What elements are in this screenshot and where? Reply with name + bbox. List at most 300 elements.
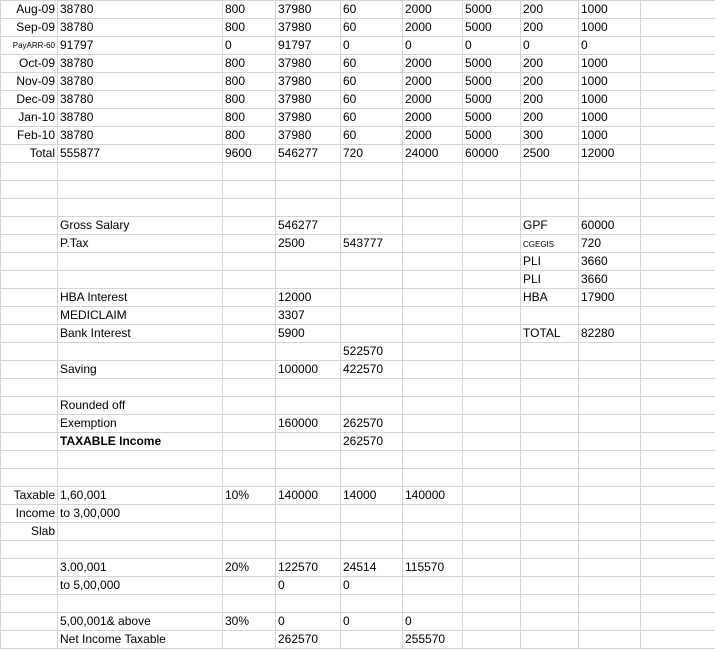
cell-empty[interactable] bbox=[641, 469, 715, 487]
cell-empty[interactable] bbox=[58, 469, 223, 487]
cell-empty[interactable] bbox=[1, 343, 58, 361]
cell-cgegis[interactable]: 60 bbox=[341, 1, 403, 19]
table-row-mediclaim[interactable] bbox=[1, 307, 715, 325]
table-row[interactable] bbox=[1, 109, 715, 127]
cell-empty[interactable] bbox=[521, 181, 579, 199]
cell-empty[interactable] bbox=[579, 541, 641, 559]
slab-rate-2[interactable]: 20% bbox=[223, 559, 276, 577]
cell-month-payarr[interactable] bbox=[1, 37, 58, 55]
cell-net[interactable]: 91797 bbox=[276, 37, 341, 55]
saving-label[interactable]: Saving bbox=[58, 361, 223, 379]
cell-empty[interactable] bbox=[641, 523, 715, 541]
cell-gross[interactable]: 38780 bbox=[58, 1, 223, 19]
cell-gpf[interactable]: 2000 bbox=[403, 19, 463, 37]
cell-empty[interactable] bbox=[463, 577, 521, 595]
cell-empty[interactable] bbox=[1, 415, 58, 433]
cell-empty[interactable] bbox=[641, 145, 715, 163]
cell-empty[interactable] bbox=[276, 271, 341, 289]
cell-empty[interactable] bbox=[341, 253, 403, 271]
cell-month[interactable] bbox=[1, 1, 58, 19]
cell-empty[interactable] bbox=[403, 469, 463, 487]
cell-gross[interactable]: 91797 bbox=[58, 37, 223, 55]
cell-empty[interactable] bbox=[463, 613, 521, 631]
cell-hba[interactable]: 5000 bbox=[463, 55, 521, 73]
cell-net[interactable]: 37980 bbox=[276, 91, 341, 109]
cell-empty[interactable] bbox=[58, 595, 223, 613]
cell-empty[interactable] bbox=[579, 379, 641, 397]
cell-empty[interactable] bbox=[403, 271, 463, 289]
cell-month[interactable] bbox=[1, 127, 58, 145]
cell-empty[interactable] bbox=[58, 271, 223, 289]
saving-value[interactable]: 100000 bbox=[276, 361, 341, 379]
cell-empty[interactable] bbox=[223, 433, 276, 451]
cell-empty[interactable] bbox=[579, 505, 641, 523]
cell-empty[interactable] bbox=[1, 469, 58, 487]
cell-empty[interactable] bbox=[403, 523, 463, 541]
cell-net[interactable]: 37980 bbox=[276, 19, 341, 37]
cell-empty[interactable] bbox=[223, 451, 276, 469]
cell-empty[interactable] bbox=[463, 235, 521, 253]
exemption-running-value[interactable]: 262570 bbox=[341, 415, 403, 433]
table-row-taxable-income[interactable] bbox=[1, 433, 715, 451]
cell-empty[interactable] bbox=[341, 523, 403, 541]
cell-month[interactable] bbox=[1, 91, 58, 109]
cell-empty[interactable] bbox=[58, 523, 223, 541]
cell-cgegis[interactable]: 60 bbox=[341, 73, 403, 91]
cell-empty[interactable] bbox=[341, 289, 403, 307]
cell-total-net[interactable]: 546277 bbox=[276, 145, 341, 163]
cell-empty[interactable] bbox=[1, 397, 58, 415]
cell-empty[interactable] bbox=[463, 595, 521, 613]
cell-empty[interactable] bbox=[463, 253, 521, 271]
cell-empty[interactable] bbox=[341, 541, 403, 559]
cell-ptax[interactable]: 800 bbox=[223, 91, 276, 109]
cell-empty[interactable] bbox=[403, 415, 463, 433]
cell-empty[interactable] bbox=[463, 199, 521, 217]
cell-empty[interactable] bbox=[579, 631, 641, 649]
cell-empty[interactable] bbox=[579, 343, 641, 361]
deduction-label-hba[interactable]: HBA bbox=[521, 289, 579, 307]
slab-range-2-line1[interactable]: 3.00,001 bbox=[58, 559, 223, 577]
cell-empty[interactable] bbox=[223, 595, 276, 613]
table-row[interactable] bbox=[1, 37, 715, 55]
slab-header-line-1[interactable]: Taxable bbox=[1, 487, 58, 505]
cell-empty[interactable] bbox=[641, 559, 715, 577]
cell-empty[interactable] bbox=[223, 505, 276, 523]
deduction-value-pli-2[interactable]: 3660 bbox=[579, 271, 641, 289]
deduction-label-pli-2[interactable]: PLI bbox=[521, 271, 579, 289]
table-row-net-income[interactable] bbox=[1, 631, 715, 649]
taxable-income-label[interactable]: TAXABLE Income bbox=[58, 433, 223, 451]
deduction-total-value[interactable]: 82280 bbox=[579, 325, 641, 343]
table-row-pli-1[interactable] bbox=[1, 253, 715, 271]
cell-pli-a[interactable]: 200 bbox=[521, 91, 579, 109]
cell-total-cgegis[interactable]: 720 bbox=[341, 145, 403, 163]
cell-empty[interactable] bbox=[276, 451, 341, 469]
cell-cgegis[interactable]: 0 bbox=[341, 37, 403, 55]
cell-pli-b[interactable]: 0 bbox=[579, 37, 641, 55]
cell-empty[interactable] bbox=[58, 199, 223, 217]
cell-total-gross[interactable]: 555877 bbox=[58, 145, 223, 163]
cell-empty[interactable] bbox=[223, 325, 276, 343]
cell-empty[interactable] bbox=[1, 289, 58, 307]
cell-empty[interactable] bbox=[521, 559, 579, 577]
cell-empty[interactable] bbox=[403, 199, 463, 217]
cell-empty[interactable] bbox=[276, 469, 341, 487]
cell-empty[interactable] bbox=[641, 163, 715, 181]
cell-empty[interactable] bbox=[641, 1, 715, 19]
cell-gross[interactable]: 38780 bbox=[58, 19, 223, 37]
slab-amount-1[interactable]: 140000 bbox=[276, 487, 341, 505]
cell-empty[interactable] bbox=[579, 361, 641, 379]
cell-empty[interactable] bbox=[521, 505, 579, 523]
cell-total-hba[interactable]: 60000 bbox=[463, 145, 521, 163]
cell-empty[interactable] bbox=[403, 343, 463, 361]
cell-cgegis[interactable]: 60 bbox=[341, 91, 403, 109]
cell-empty[interactable] bbox=[403, 541, 463, 559]
table-row-slab-1c[interactable] bbox=[1, 523, 715, 541]
cell-empty[interactable] bbox=[641, 199, 715, 217]
cell-empty[interactable] bbox=[521, 343, 579, 361]
rounded-off-label[interactable]: Rounded off bbox=[58, 397, 223, 415]
cell-empty[interactable] bbox=[1, 271, 58, 289]
cell-empty[interactable] bbox=[223, 271, 276, 289]
slab-amount-3[interactable]: 0 bbox=[276, 613, 341, 631]
cell-empty[interactable] bbox=[579, 199, 641, 217]
cell-ptax[interactable]: 800 bbox=[223, 19, 276, 37]
cell-empty[interactable] bbox=[276, 199, 341, 217]
ptax-value[interactable]: 2500 bbox=[276, 235, 341, 253]
cell-hba[interactable]: 5000 bbox=[463, 91, 521, 109]
cell-pli-b[interactable]: 1000 bbox=[579, 91, 641, 109]
cell-pli-b[interactable]: 1000 bbox=[579, 1, 641, 19]
hba-interest-label[interactable]: HBA Interest bbox=[58, 289, 223, 307]
cell-empty[interactable] bbox=[521, 307, 579, 325]
cell-pli-a[interactable]: 300 bbox=[521, 127, 579, 145]
cell-empty[interactable] bbox=[641, 109, 715, 127]
cell-gross[interactable]: 38780 bbox=[58, 55, 223, 73]
cell-pli-a[interactable]: 200 bbox=[521, 109, 579, 127]
cell-empty[interactable] bbox=[641, 325, 715, 343]
slab-range-2-line2[interactable]: to 5,00,000 bbox=[58, 577, 223, 595]
cell-ptax[interactable]: 800 bbox=[223, 1, 276, 19]
cell-empty[interactable] bbox=[223, 163, 276, 181]
cell-ptax[interactable]: 800 bbox=[223, 109, 276, 127]
table-row-empty[interactable] bbox=[1, 199, 715, 217]
cell-empty[interactable] bbox=[223, 379, 276, 397]
cell-empty[interactable] bbox=[641, 91, 715, 109]
exemption-value[interactable]: 160000 bbox=[276, 415, 341, 433]
cell-empty[interactable] bbox=[403, 325, 463, 343]
cell-empty[interactable] bbox=[341, 271, 403, 289]
cell-empty[interactable] bbox=[1, 559, 58, 577]
cell-empty[interactable] bbox=[521, 631, 579, 649]
cell-empty[interactable] bbox=[521, 163, 579, 181]
cell-empty[interactable] bbox=[579, 487, 641, 505]
cell-empty[interactable] bbox=[579, 577, 641, 595]
cell-gross[interactable]: 38780 bbox=[58, 127, 223, 145]
cell-empty[interactable] bbox=[58, 163, 223, 181]
gross-salary-value[interactable]: 546277 bbox=[276, 217, 341, 235]
cell-empty[interactable] bbox=[341, 217, 403, 235]
cell-empty[interactable] bbox=[341, 397, 403, 415]
cell-empty[interactable] bbox=[1, 217, 58, 235]
cell-empty[interactable] bbox=[641, 217, 715, 235]
cell-empty[interactable] bbox=[403, 181, 463, 199]
cell-empty[interactable] bbox=[463, 523, 521, 541]
cell-empty[interactable] bbox=[521, 415, 579, 433]
cell-empty[interactable] bbox=[1, 307, 58, 325]
saving-running-value[interactable]: 422570 bbox=[341, 361, 403, 379]
cell-empty[interactable] bbox=[276, 181, 341, 199]
slab-tax-1[interactable]: 14000 bbox=[341, 487, 403, 505]
cell-empty[interactable] bbox=[1, 361, 58, 379]
cell-empty[interactable] bbox=[463, 217, 521, 235]
cell-empty[interactable] bbox=[1, 253, 58, 271]
cell-empty[interactable] bbox=[1, 163, 58, 181]
table-row-total[interactable] bbox=[1, 145, 715, 163]
cell-empty[interactable] bbox=[463, 487, 521, 505]
cell-empty[interactable] bbox=[1, 199, 58, 217]
cell-empty[interactable] bbox=[579, 559, 641, 577]
table-row-pli-2[interactable] bbox=[1, 271, 715, 289]
cell-empty[interactable] bbox=[276, 253, 341, 271]
cell-empty[interactable] bbox=[223, 235, 276, 253]
cell-month[interactable] bbox=[1, 109, 58, 127]
slab-rate-1[interactable]: 10% bbox=[223, 487, 276, 505]
cell-hba[interactable]: 5000 bbox=[463, 19, 521, 37]
cell-empty[interactable] bbox=[463, 397, 521, 415]
subtotal-running-value[interactable]: 522570 bbox=[341, 343, 403, 361]
table-row-slab-2[interactable] bbox=[1, 559, 715, 577]
cell-empty[interactable] bbox=[521, 433, 579, 451]
cell-empty[interactable] bbox=[463, 325, 521, 343]
cell-empty[interactable] bbox=[223, 577, 276, 595]
cell-empty[interactable] bbox=[463, 379, 521, 397]
cell-empty[interactable] bbox=[641, 19, 715, 37]
cell-empty[interactable] bbox=[341, 163, 403, 181]
cell-month[interactable] bbox=[1, 19, 58, 37]
cell-empty[interactable] bbox=[641, 379, 715, 397]
cell-total-ptax[interactable]: 9600 bbox=[223, 145, 276, 163]
cell-empty[interactable] bbox=[1, 235, 58, 253]
cell-empty[interactable] bbox=[463, 289, 521, 307]
cell-empty[interactable] bbox=[463, 271, 521, 289]
cell-empty[interactable] bbox=[641, 577, 715, 595]
cell-empty[interactable] bbox=[58, 253, 223, 271]
net-income-value[interactable]: 262570 bbox=[276, 631, 341, 649]
cell-ptax[interactable]: 800 bbox=[223, 55, 276, 73]
table-row[interactable] bbox=[1, 55, 715, 73]
cell-empty[interactable] bbox=[463, 451, 521, 469]
cell-empty[interactable] bbox=[1, 325, 58, 343]
cell-empty[interactable] bbox=[641, 127, 715, 145]
cell-pli-a[interactable]: 200 bbox=[521, 19, 579, 37]
cell-net[interactable]: 37980 bbox=[276, 127, 341, 145]
cell-pli-b[interactable]: 1000 bbox=[579, 19, 641, 37]
table-row-exemption[interactable] bbox=[1, 415, 715, 433]
slab-rate-3[interactable]: 30% bbox=[223, 613, 276, 631]
cell-empty[interactable] bbox=[641, 595, 715, 613]
cell-net[interactable]: 37980 bbox=[276, 73, 341, 91]
cell-empty[interactable] bbox=[341, 505, 403, 523]
cell-empty[interactable] bbox=[579, 163, 641, 181]
cell-empty[interactable] bbox=[579, 523, 641, 541]
cell-empty[interactable] bbox=[403, 397, 463, 415]
cell-gpf[interactable]: 0 bbox=[403, 37, 463, 55]
cell-empty[interactable] bbox=[579, 181, 641, 199]
cell-empty[interactable] bbox=[521, 469, 579, 487]
bank-interest-value[interactable]: 5900 bbox=[276, 325, 341, 343]
cell-ptax[interactable]: 800 bbox=[223, 127, 276, 145]
cell-empty[interactable] bbox=[276, 505, 341, 523]
cell-gross[interactable]: 38780 bbox=[58, 73, 223, 91]
cell-empty[interactable] bbox=[1, 433, 58, 451]
table-row-empty[interactable] bbox=[1, 379, 715, 397]
table-row[interactable] bbox=[1, 73, 715, 91]
cell-cgegis[interactable]: 60 bbox=[341, 109, 403, 127]
cell-empty[interactable] bbox=[341, 199, 403, 217]
cell-pli-a[interactable]: 200 bbox=[521, 73, 579, 91]
cell-empty[interactable] bbox=[641, 271, 715, 289]
cell-empty[interactable] bbox=[463, 505, 521, 523]
table-row-slab-3[interactable] bbox=[1, 613, 715, 631]
bank-interest-label[interactable]: Bank Interest bbox=[58, 325, 223, 343]
table-row[interactable] bbox=[1, 127, 715, 145]
cell-empty[interactable] bbox=[463, 433, 521, 451]
cell-empty[interactable] bbox=[463, 631, 521, 649]
cell-empty[interactable] bbox=[403, 379, 463, 397]
cell-empty[interactable] bbox=[463, 541, 521, 559]
cell-empty[interactable] bbox=[223, 541, 276, 559]
cell-empty[interactable] bbox=[641, 307, 715, 325]
cell-empty[interactable] bbox=[521, 523, 579, 541]
cell-empty[interactable] bbox=[403, 217, 463, 235]
deduction-value-cgegis[interactable]: 720 bbox=[579, 235, 641, 253]
cell-empty[interactable] bbox=[1, 577, 58, 595]
slab-balance-3[interactable]: 0 bbox=[403, 613, 463, 631]
cell-empty[interactable] bbox=[403, 505, 463, 523]
cell-empty[interactable] bbox=[641, 253, 715, 271]
cell-empty[interactable] bbox=[463, 361, 521, 379]
mediclaim-value[interactable]: 3307 bbox=[276, 307, 341, 325]
cell-empty[interactable] bbox=[1, 541, 58, 559]
cell-empty[interactable] bbox=[58, 379, 223, 397]
cell-empty[interactable] bbox=[223, 523, 276, 541]
cell-total-pli-b[interactable]: 12000 bbox=[579, 145, 641, 163]
deduction-value-pli-1[interactable]: 3660 bbox=[579, 253, 641, 271]
table-row-empty[interactable] bbox=[1, 595, 715, 613]
table-row-saving[interactable] bbox=[1, 361, 715, 379]
cell-net[interactable]: 37980 bbox=[276, 55, 341, 73]
cell-empty[interactable] bbox=[1, 379, 58, 397]
cell-gpf[interactable]: 2000 bbox=[403, 1, 463, 19]
slab-range-1-line2[interactable]: to 3,00,000 bbox=[58, 505, 223, 523]
gross-salary-label[interactable]: Gross Salary bbox=[58, 217, 223, 235]
cell-empty[interactable] bbox=[641, 541, 715, 559]
cell-hba[interactable]: 5000 bbox=[463, 109, 521, 127]
cell-pli-b[interactable]: 1000 bbox=[579, 73, 641, 91]
mediclaim-label[interactable]: MEDICLAIM bbox=[58, 307, 223, 325]
cell-empty[interactable] bbox=[403, 289, 463, 307]
cell-empty[interactable] bbox=[223, 343, 276, 361]
cell-empty[interactable] bbox=[641, 343, 715, 361]
table-row-empty[interactable] bbox=[1, 541, 715, 559]
cell-empty[interactable] bbox=[521, 361, 579, 379]
cell-gpf[interactable]: 2000 bbox=[403, 91, 463, 109]
cell-empty[interactable] bbox=[223, 469, 276, 487]
slab-tax-2[interactable]: 24514 bbox=[341, 559, 403, 577]
cell-hba[interactable]: 5000 bbox=[463, 73, 521, 91]
cell-empty[interactable] bbox=[641, 235, 715, 253]
cell-empty[interactable] bbox=[276, 379, 341, 397]
cell-empty[interactable] bbox=[276, 433, 341, 451]
cell-empty[interactable] bbox=[521, 451, 579, 469]
cell-ptax[interactable]: 0 bbox=[223, 37, 276, 55]
cell-empty[interactable] bbox=[58, 181, 223, 199]
cell-empty[interactable] bbox=[521, 613, 579, 631]
cell-empty[interactable] bbox=[276, 541, 341, 559]
table-row-rounded-off[interactable] bbox=[1, 397, 715, 415]
slab-tax-3[interactable]: 0 bbox=[341, 613, 403, 631]
net-income-balance[interactable]: 255570 bbox=[403, 631, 463, 649]
cell-empty[interactable] bbox=[403, 577, 463, 595]
cell-empty[interactable] bbox=[521, 577, 579, 595]
cell-empty[interactable] bbox=[1, 631, 58, 649]
cell-empty[interactable] bbox=[341, 307, 403, 325]
cell-empty[interactable] bbox=[521, 397, 579, 415]
cell-empty[interactable] bbox=[223, 253, 276, 271]
cell-gross[interactable]: 38780 bbox=[58, 91, 223, 109]
cell-empty[interactable] bbox=[58, 451, 223, 469]
deduction-value-hba[interactable]: 17900 bbox=[579, 289, 641, 307]
deduction-value-gpf[interactable]: 60000 bbox=[579, 217, 641, 235]
table-row[interactable] bbox=[1, 1, 715, 19]
cell-empty[interactable] bbox=[341, 469, 403, 487]
cell-empty[interactable] bbox=[579, 451, 641, 469]
cell-cgegis[interactable]: 60 bbox=[341, 127, 403, 145]
table-row-empty[interactable] bbox=[1, 163, 715, 181]
table-row-subtotal[interactable] bbox=[1, 343, 715, 361]
cell-empty[interactable] bbox=[403, 451, 463, 469]
cell-empty[interactable] bbox=[403, 307, 463, 325]
table-row-empty[interactable] bbox=[1, 181, 715, 199]
cell-empty[interactable] bbox=[641, 487, 715, 505]
cell-empty[interactable] bbox=[579, 613, 641, 631]
cell-empty[interactable] bbox=[1, 595, 58, 613]
table-row-slab-2b[interactable] bbox=[1, 577, 715, 595]
cell-empty[interactable] bbox=[341, 379, 403, 397]
cell-empty[interactable] bbox=[641, 505, 715, 523]
cell-month[interactable] bbox=[1, 73, 58, 91]
cell-pli-a[interactable]: 0 bbox=[521, 37, 579, 55]
cell-empty[interactable] bbox=[641, 73, 715, 91]
cell-empty[interactable] bbox=[641, 613, 715, 631]
cell-total-label[interactable] bbox=[1, 145, 58, 163]
cell-empty[interactable] bbox=[463, 469, 521, 487]
slab-range-1-line1[interactable]: 1,60,001 bbox=[58, 487, 223, 505]
slab-amount-2b[interactable]: 0 bbox=[276, 577, 341, 595]
cell-empty[interactable] bbox=[276, 163, 341, 181]
cell-empty[interactable] bbox=[641, 451, 715, 469]
cell-empty[interactable] bbox=[579, 595, 641, 613]
table-row-slab-1b[interactable] bbox=[1, 505, 715, 523]
cell-empty[interactable] bbox=[276, 343, 341, 361]
cell-empty[interactable] bbox=[641, 415, 715, 433]
cell-empty[interactable] bbox=[1, 613, 58, 631]
cell-pli-a[interactable]: 200 bbox=[521, 55, 579, 73]
cell-empty[interactable] bbox=[521, 487, 579, 505]
